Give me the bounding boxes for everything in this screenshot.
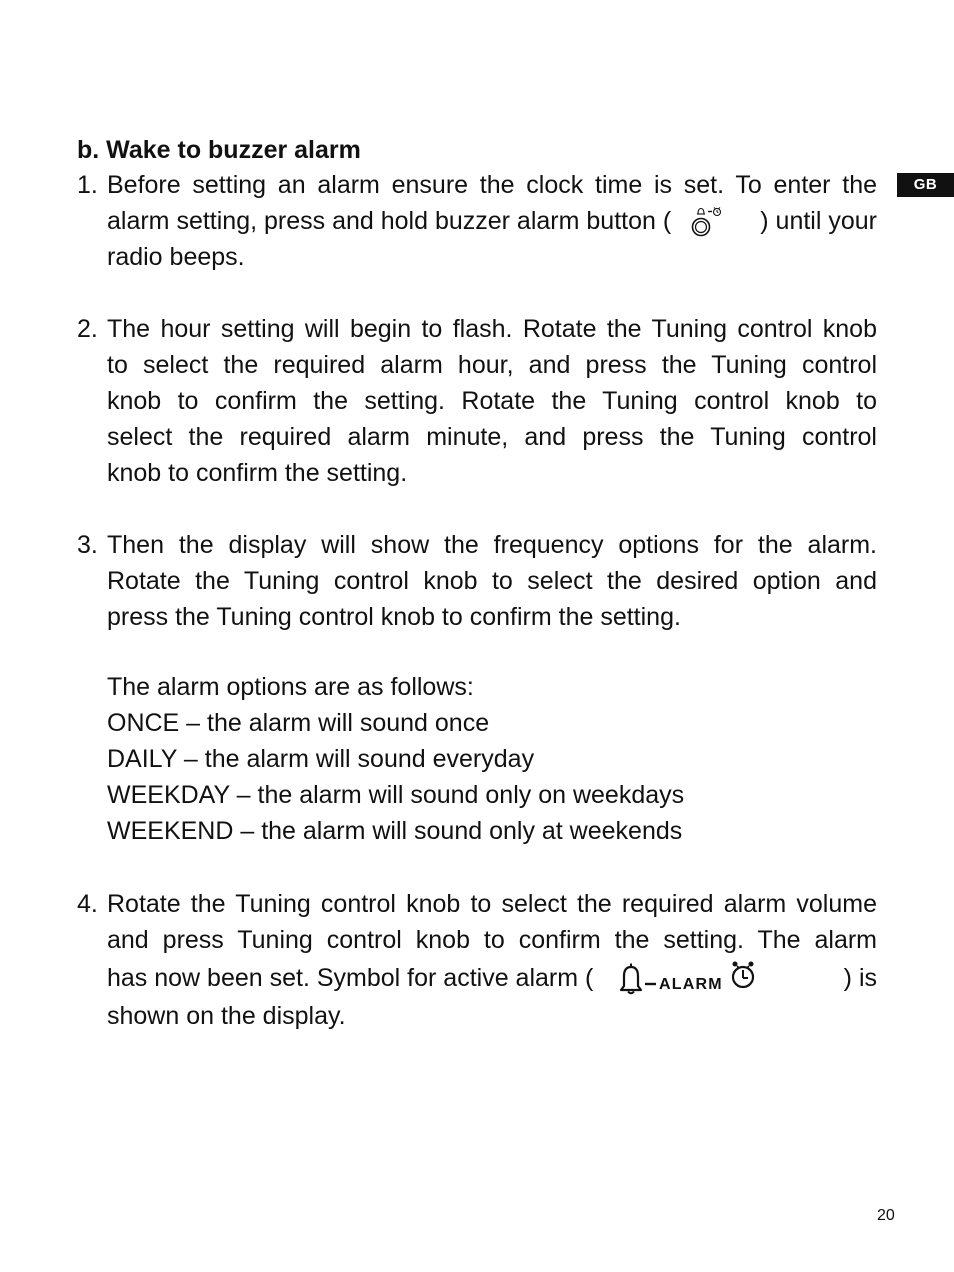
step-text-line: press the Tuning control knob to confirm the setting. [107, 603, 681, 631]
step-text-line: ) is [843, 964, 877, 992]
step-text-line: knob to confirm the setting. Rotate the Tuning control knob to [107, 387, 877, 415]
step-number: 3. [77, 531, 98, 559]
alarm-options-intro: The alarm options are as follows: [107, 673, 474, 701]
step-text-line: The hour setting will begin to flash. Rotate the Tuning control knob [107, 315, 877, 343]
active-alarm-symbol-icon [611, 958, 761, 998]
step-text-line: Rotate the Tuning control knob to select the required alarm volume [107, 890, 877, 918]
step-text-line: select the required alarm minute, and press the Tuning control [107, 423, 877, 451]
alarm-options-list [107, 669, 684, 849]
alarm-option: WEEKDAY – the alarm will sound only on weekdays [107, 781, 685, 809]
page-number: 20 [877, 1207, 895, 1224]
step-text-line: alarm setting, press and hold buzzer alarm button ( [107, 207, 672, 235]
step-text-line: Rotate the Tuning control knob to select the desired option and [107, 567, 877, 595]
step-text-line: to select the required alarm hour, and press the Tuning control [107, 351, 877, 379]
alarm-option: ONCE – the alarm will sound once [107, 709, 490, 737]
step-text-line: has now been set. Symbol for active alarm ( [107, 964, 594, 992]
step-text-line: radio beeps. [107, 243, 245, 271]
step-number: 1. [77, 171, 98, 199]
step-text-line: Then the display will show the frequency options for the alarm. [107, 531, 877, 559]
section-title: b. Wake to buzzer alarm [77, 136, 361, 164]
alarm-option: DAILY – the alarm will sound everyday [107, 745, 535, 773]
alarm-option: WEEKEND – the alarm will sound only at weekends [107, 817, 683, 845]
step-text-line: Before setting an alarm ensure the clock time is set. To enter the [107, 171, 877, 199]
step-text-line: shown on the display. [107, 1002, 346, 1030]
buzzer-alarm-button-icon [679, 203, 735, 239]
step-number: 2. [77, 315, 98, 343]
step-text-line: knob to confirm the setting. [107, 459, 408, 487]
step-number: 4. [77, 890, 98, 918]
step-text-line: and press Tuning control knob to confirm the setting. The alarm [107, 926, 877, 954]
alarm-symbol-text: ALARM [659, 976, 724, 993]
step-text-line: ) until your [760, 207, 877, 235]
language-badge: GB [897, 173, 954, 197]
